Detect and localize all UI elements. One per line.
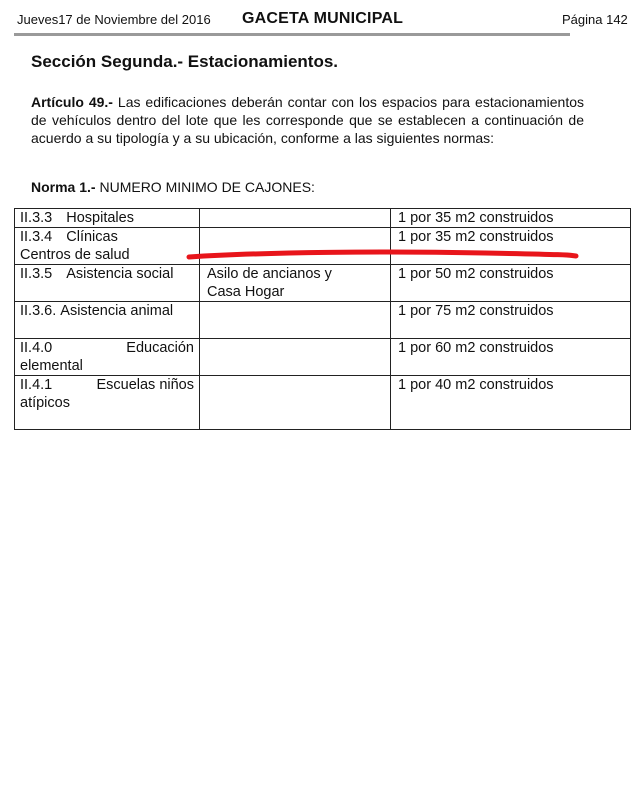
subtype-text-line2: Casa Hogar xyxy=(207,284,285,300)
requirement-text: 1 por 60 m2 construidos xyxy=(398,340,554,356)
table-cell-subtype xyxy=(200,302,391,339)
table-cell-requirement xyxy=(391,339,631,376)
use-code: II.3.5 xyxy=(20,266,53,282)
requirement-text: 1 por 75 m2 construidos xyxy=(398,303,554,319)
norma-heading xyxy=(31,179,315,195)
table-row xyxy=(15,265,631,302)
use-code: II.3.6. xyxy=(20,303,57,319)
table-cell-subtype xyxy=(200,265,391,302)
table-cell-use xyxy=(15,302,200,339)
article-paragraph xyxy=(31,93,584,147)
table-cell-requirement xyxy=(391,228,631,265)
header-rule xyxy=(14,33,570,36)
table-row xyxy=(15,228,631,265)
use-code: II.4.0 xyxy=(20,340,53,356)
table-cell-subtype xyxy=(200,376,391,430)
norma-text: NUMERO MINIMO DE CAJONES: xyxy=(95,179,315,195)
use-name-line2: atípicos xyxy=(20,395,70,411)
table-cell-use xyxy=(15,209,200,228)
header-title: GACETA MUNICIPAL xyxy=(242,10,404,27)
table-cell-subtype xyxy=(200,228,391,265)
table-row xyxy=(15,209,631,228)
table-row xyxy=(15,376,631,430)
parking-norms-table xyxy=(14,208,631,430)
table-cell-use xyxy=(15,265,200,302)
subtype-text: Asilo de ancianos y xyxy=(207,266,332,282)
section-title: Sección Segunda.- Estacionamientos. xyxy=(31,52,339,71)
norma-label: Norma 1.- xyxy=(31,179,96,195)
requirement-text: 1 por 35 m2 construidos xyxy=(398,210,554,226)
table-row xyxy=(15,302,631,339)
use-name-line2: elemental xyxy=(20,358,83,374)
use-name: Clínicas xyxy=(66,229,118,245)
table-cell-requirement xyxy=(391,376,631,430)
table-cell-use xyxy=(15,376,200,430)
requirement-text: 1 por 50 m2 construidos xyxy=(398,266,554,282)
use-code: II.3.4 xyxy=(20,229,53,245)
use-code: II.3.3 xyxy=(20,210,53,226)
requirement-text: 1 por 35 m2 construidos xyxy=(398,229,554,245)
header-date: Jueves17 de Noviembre del 2016 xyxy=(17,12,211,27)
requirement-text: 1 por 40 m2 construidos xyxy=(398,377,554,393)
header-page-number: Página 142 xyxy=(562,12,628,27)
use-name: Escuelas niños xyxy=(96,377,194,393)
use-code: II.4.1 xyxy=(20,377,53,393)
use-name: Educación xyxy=(126,340,194,356)
use-name: Asistencia social xyxy=(66,266,174,282)
table-row xyxy=(15,339,631,376)
article-label: Artículo 49.- xyxy=(31,94,113,110)
table-cell-requirement xyxy=(391,209,631,228)
article-text: Las edificaciones deberán contar con los espacios para estacionamientos de vehículos dentro del lote que les corresponde que se establecen a continuación de acuerdo a su tipología y a su ubicación, conforme a las siguientes normas: xyxy=(31,94,584,146)
table-cell-requirement xyxy=(391,265,631,302)
use-name-line2: Centros de salud xyxy=(20,247,130,263)
page-header xyxy=(0,9,640,31)
table-cell-use xyxy=(15,339,200,376)
table-cell-use xyxy=(15,228,200,265)
table-cell-subtype xyxy=(200,209,391,228)
use-name: Asistencia animal xyxy=(60,303,174,319)
table-cell-requirement xyxy=(391,302,631,339)
table-cell-subtype xyxy=(200,339,391,376)
use-name: Hospitales xyxy=(66,210,134,226)
